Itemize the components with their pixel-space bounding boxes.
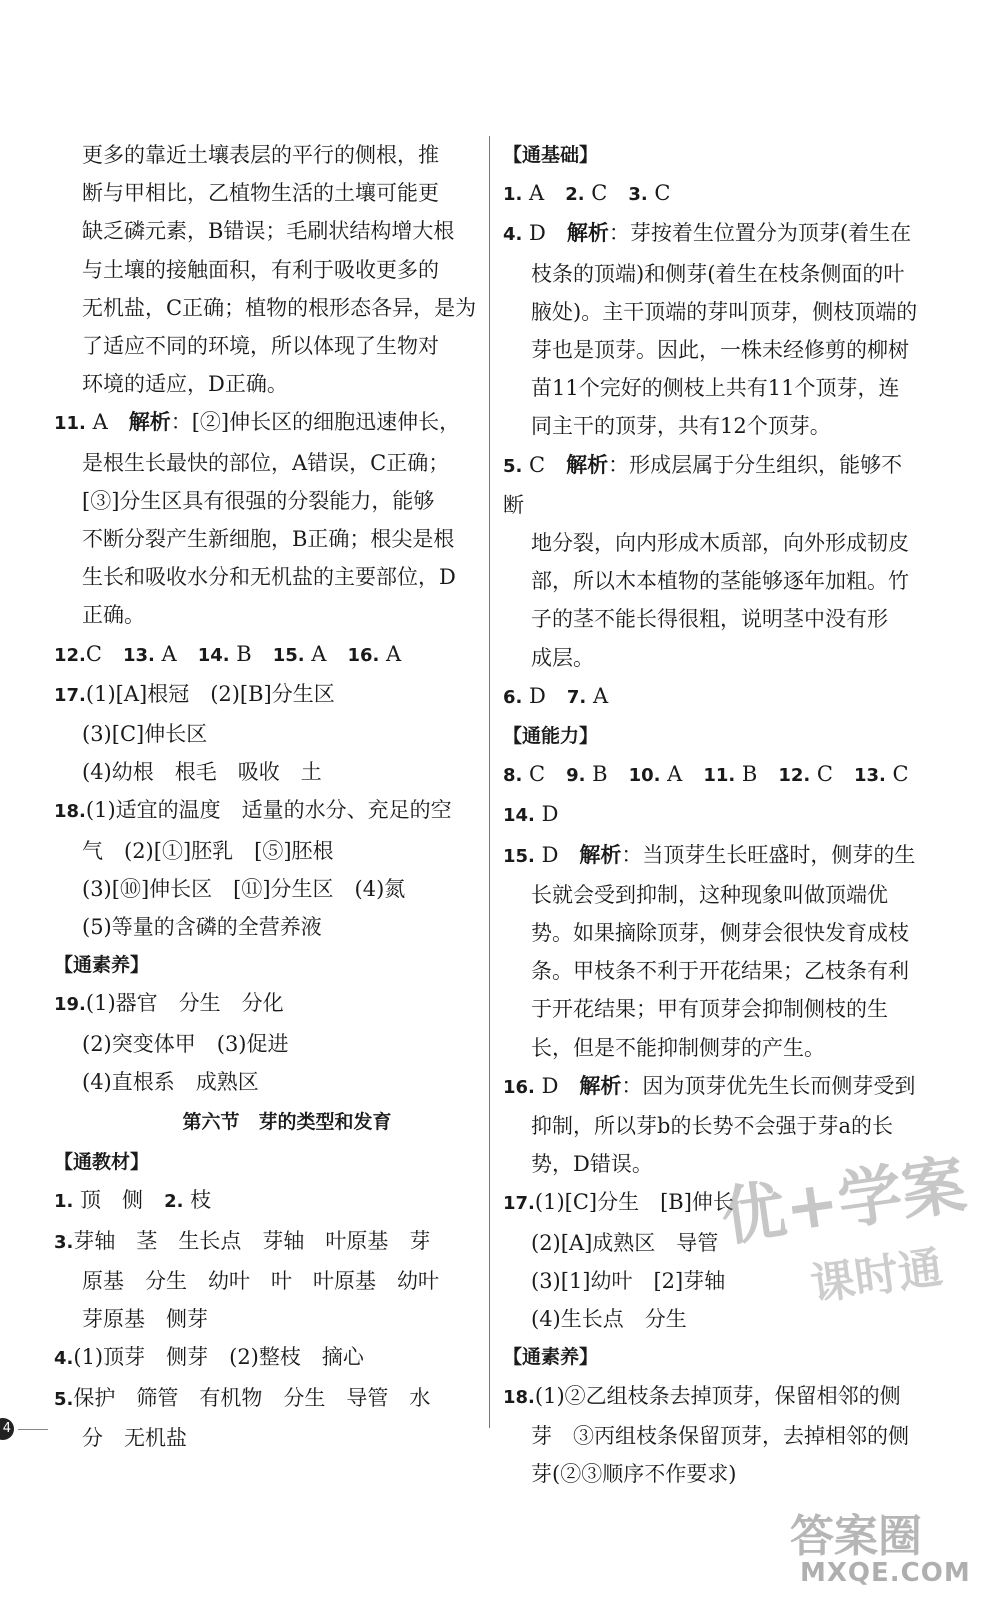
text-line: 条。甲枝条不利于开花结果；乙枝条有利 xyxy=(531,959,909,984)
brand-watermark-sub: 课时通 xyxy=(807,1242,946,1311)
question-number: 15. xyxy=(272,644,305,666)
text-line: 子的茎不能长得很粗，说明茎中没有形 xyxy=(531,607,888,632)
column-divider xyxy=(489,136,490,1428)
text-line: 部，所以木本植物的茎能够逐年加粗。竹 xyxy=(531,569,909,594)
text-line: 了适应不同的环境，所以体现了生物对 xyxy=(82,334,439,359)
text-line: (1)器官 分生 分化 xyxy=(85,991,284,1016)
question-number: 16. xyxy=(503,1076,535,1098)
text-line: 芽原基 侧芽 xyxy=(82,1307,208,1332)
text-line: 断与甲相比，乙植物生活的土壤可能更 xyxy=(82,181,439,206)
explanation-text: ：当顶芽生长旺盛时，侧芽的生 xyxy=(621,842,916,867)
text-line: 苗11个完好的侧枝上共有11个顶芽，连 xyxy=(531,376,900,401)
answers-8-13 xyxy=(503,755,923,795)
question-number: 12. xyxy=(54,644,86,666)
answer-18 xyxy=(54,791,480,946)
answers-1-2 xyxy=(54,1181,480,1221)
question-number: 3. xyxy=(54,1231,74,1253)
explanation-text: ：因为顶芽优先生长而侧芽受到 xyxy=(621,1073,916,1098)
text-line: 环境的适应，D正确。 xyxy=(82,372,288,397)
brand-watermark: 优+学案 xyxy=(716,1148,971,1256)
section-heading: 【通教材】 xyxy=(54,1151,150,1174)
question-number: 5. xyxy=(54,1388,74,1410)
answer-choice: B xyxy=(229,641,273,666)
explanation-label: 解析 xyxy=(566,452,609,477)
text-line: [③]分生区具有很强的分裂能力，能够 xyxy=(82,488,435,513)
question-number: 17. xyxy=(54,684,86,706)
answer-3 xyxy=(54,1222,480,1339)
question-number: 11. xyxy=(54,413,86,435)
answer-17 xyxy=(54,675,480,792)
question-number: 3. xyxy=(628,184,648,206)
text-line: 势，D错误。 xyxy=(531,1152,653,1177)
answer-choice: A xyxy=(586,683,609,708)
text-line: 不断分裂产生新细胞，B正确；根尖是根 xyxy=(82,527,455,552)
answer-5 xyxy=(54,1379,480,1457)
question-number: 1. xyxy=(54,1191,74,1213)
text-line: 生长和吸收水分和无机盐的主要部位，D xyxy=(82,565,456,590)
question-number: 10. xyxy=(628,765,661,787)
answer-19 xyxy=(54,984,480,1101)
question-number: 18. xyxy=(503,1386,535,1408)
text-line: (1)顶芽 侧芽 (2)整枝 摘心 xyxy=(73,1345,364,1370)
answer-text: 顶 侧 xyxy=(73,1188,165,1213)
text-line: 枝条的顶端)和侧芽(着生在枝条侧面的叶 xyxy=(531,261,905,286)
answer-choice: D xyxy=(534,842,580,867)
answer-choice: A xyxy=(522,181,566,206)
answer-choice: D xyxy=(522,221,567,246)
text-line: (4)生长点 分生 xyxy=(531,1307,687,1332)
answer-18 xyxy=(503,1377,923,1494)
text-line: 芽(②③顺序不作要求) xyxy=(531,1461,737,1486)
page-number-badge: 4 xyxy=(0,1418,14,1440)
question-number: 16. xyxy=(347,644,380,666)
explanation-text: ：[②]伸长区的细胞迅速伸长， xyxy=(170,410,461,435)
question-number: 4. xyxy=(503,224,523,246)
question-number: 19. xyxy=(54,994,86,1016)
answer-choice: C xyxy=(522,452,567,477)
text-line: (1)适宜的温度 适量的水分、充足的空 xyxy=(85,798,452,823)
answer-4 xyxy=(503,214,923,445)
answer-choice: C xyxy=(810,762,854,787)
text-line: (2)突变体甲 (3)促进 xyxy=(82,1031,289,1056)
text-line: (3)[⑩]伸长区 [⑪]分生区 (4)氮 xyxy=(82,876,406,901)
question-number: 17. xyxy=(503,1193,535,1215)
answer-choice: B xyxy=(735,762,779,787)
question-number: 2. xyxy=(565,184,585,206)
answer-text: 枝 xyxy=(183,1188,212,1213)
text-line: 势。如果摘除顶芽，侧芽会很快发育成枝 xyxy=(531,921,909,946)
question-number: 2. xyxy=(164,1191,184,1213)
answer-choice: A xyxy=(660,762,704,787)
text-line: 缺乏磷元素，B错误；毛刷状结构增大根 xyxy=(82,219,455,244)
text-line: 芽也是顶芽。因此，一株未经修剪的柳树 xyxy=(531,338,909,363)
answer-choice: C xyxy=(647,181,671,206)
answer-choice: D xyxy=(534,802,559,827)
explanation-text: ：形成层属于分生组织，能够不断 xyxy=(503,452,903,517)
site-url-watermark: MXQE.COM xyxy=(800,1558,971,1588)
section-heading: 【通能力】 xyxy=(503,725,599,748)
question-number: 14. xyxy=(197,644,230,666)
text-line: 气 (2)[①]胚乳 [⑤]胚根 xyxy=(82,838,334,863)
question-number: 7. xyxy=(566,686,587,708)
question-number: 1. xyxy=(503,184,523,206)
page-number-rule xyxy=(18,1429,48,1430)
question-number: 6. xyxy=(503,686,523,708)
text-line: (4)直根系 成熟区 xyxy=(82,1069,259,1094)
section-heading: 【通素养】 xyxy=(503,1346,599,1369)
answer-choice: C xyxy=(85,641,123,666)
text-line: 长就会受到抑制，这种现象叫做顶端优 xyxy=(531,882,888,907)
answer-choice: A xyxy=(85,410,129,435)
answer-choice: D xyxy=(534,1073,580,1098)
answer-4 xyxy=(54,1338,480,1378)
text-line: 成层。 xyxy=(531,645,594,670)
text-line: 同主干的顶芽，共有12个顶芽。 xyxy=(531,414,831,439)
question-number: 12. xyxy=(778,765,811,787)
question-number: 15. xyxy=(503,845,535,867)
section-heading: 【通基础】 xyxy=(503,144,599,166)
answer-choice: A xyxy=(154,641,198,666)
chapter-title: 第六节 芽的类型和发育 xyxy=(182,1111,392,1134)
text-line: 腋处)。主干顶端的芽叫顶芽，侧枝顶端的 xyxy=(531,299,918,324)
question-number: 9. xyxy=(566,765,586,787)
question-number: 4. xyxy=(54,1348,74,1370)
text-line: 长，但是不能抑制侧芽的产生。 xyxy=(531,1035,825,1060)
text-line: 原基 分生 幼叶 叶 叶原基 幼叶 xyxy=(82,1268,439,1293)
answer-5 xyxy=(503,446,923,677)
answer-choice: C xyxy=(885,762,909,787)
text-line: 芽 ③丙组枝条保留顶芽，去掉相邻的侧 xyxy=(531,1423,909,1448)
text-line: (2)[A]成熟区 导管 xyxy=(531,1230,719,1255)
text-line: 正确。 xyxy=(82,603,145,628)
site-logo-watermark: 答案圈 xyxy=(790,1511,922,1562)
answer-15 xyxy=(503,836,923,1067)
question-number: 13. xyxy=(122,644,155,666)
continued-explanation xyxy=(54,136,480,403)
text-line: (4)幼根 根毛 吸收 土 xyxy=(82,760,322,785)
text-line: (1)[C]分生 [B]伸长 xyxy=(534,1190,734,1215)
text-line: 更多的靠近土壤表层的平行的侧根，推 xyxy=(82,143,439,167)
explanation-label: 解析 xyxy=(579,1073,622,1098)
answer-14 xyxy=(503,795,923,835)
question-number: 14. xyxy=(503,805,535,827)
answer-choice: D xyxy=(522,683,567,708)
answer-choice: A xyxy=(304,641,348,666)
question-number: 5. xyxy=(503,455,523,477)
text-line: (3)[1]幼叶 [2]芽轴 xyxy=(531,1268,726,1293)
explanation-label: 解析 xyxy=(579,842,622,867)
question-number: 11. xyxy=(703,765,736,787)
text-line: 保护 筛管 有机物 分生 导管 水 xyxy=(73,1385,431,1410)
answers-6-7 xyxy=(503,677,923,717)
answer-11 xyxy=(54,403,480,634)
question-number: 18. xyxy=(54,801,86,823)
left-column xyxy=(54,136,480,1457)
answer-choice: A xyxy=(379,641,402,666)
text-line: 抑制，所以芽b的长势不会强于芽a的长 xyxy=(531,1114,893,1139)
text-line: 与土壤的接触面积，有利于吸收更多的 xyxy=(82,257,439,282)
answers-1-3 xyxy=(503,174,923,214)
section-heading: 【通素养】 xyxy=(54,954,150,977)
question-number: 13. xyxy=(853,765,886,787)
text-line: 芽轴 茎 生长点 芽轴 叶原基 芽 xyxy=(73,1228,431,1253)
explanation-label: 解析 xyxy=(128,410,171,435)
answer-choice: B xyxy=(585,762,629,787)
answer-choice: C xyxy=(522,762,567,787)
text-line: 于开花结果；甲有顶芽会抑制侧枝的生 xyxy=(531,997,888,1022)
text-line: (5)等量的含磷的全营养液 xyxy=(82,915,322,940)
question-number: 8. xyxy=(503,765,523,787)
text-line: (3)[C]伸长区 xyxy=(82,722,208,747)
text-line: 分 无机盐 xyxy=(82,1425,187,1450)
explanation-label: 解析 xyxy=(566,221,609,246)
answer-choice: C xyxy=(584,181,629,206)
explanation-text: ：芽按着生位置分为顶芽(着生在 xyxy=(608,221,912,246)
text-line: 地分裂，向内形成木质部，向外形成韧皮 xyxy=(531,531,909,556)
text-line: (1)[A]根冠 (2)[B]分生区 xyxy=(85,681,335,706)
text-line: 是根生长最快的部位，A错误，C正确； xyxy=(82,450,450,475)
text-line: 无机盐，C正确；植物的根形态各异，是为 xyxy=(82,295,477,320)
answers-12-16 xyxy=(54,635,480,675)
text-line: (1)②乙组枝条去掉顶芽，保留相邻的侧 xyxy=(534,1383,901,1408)
